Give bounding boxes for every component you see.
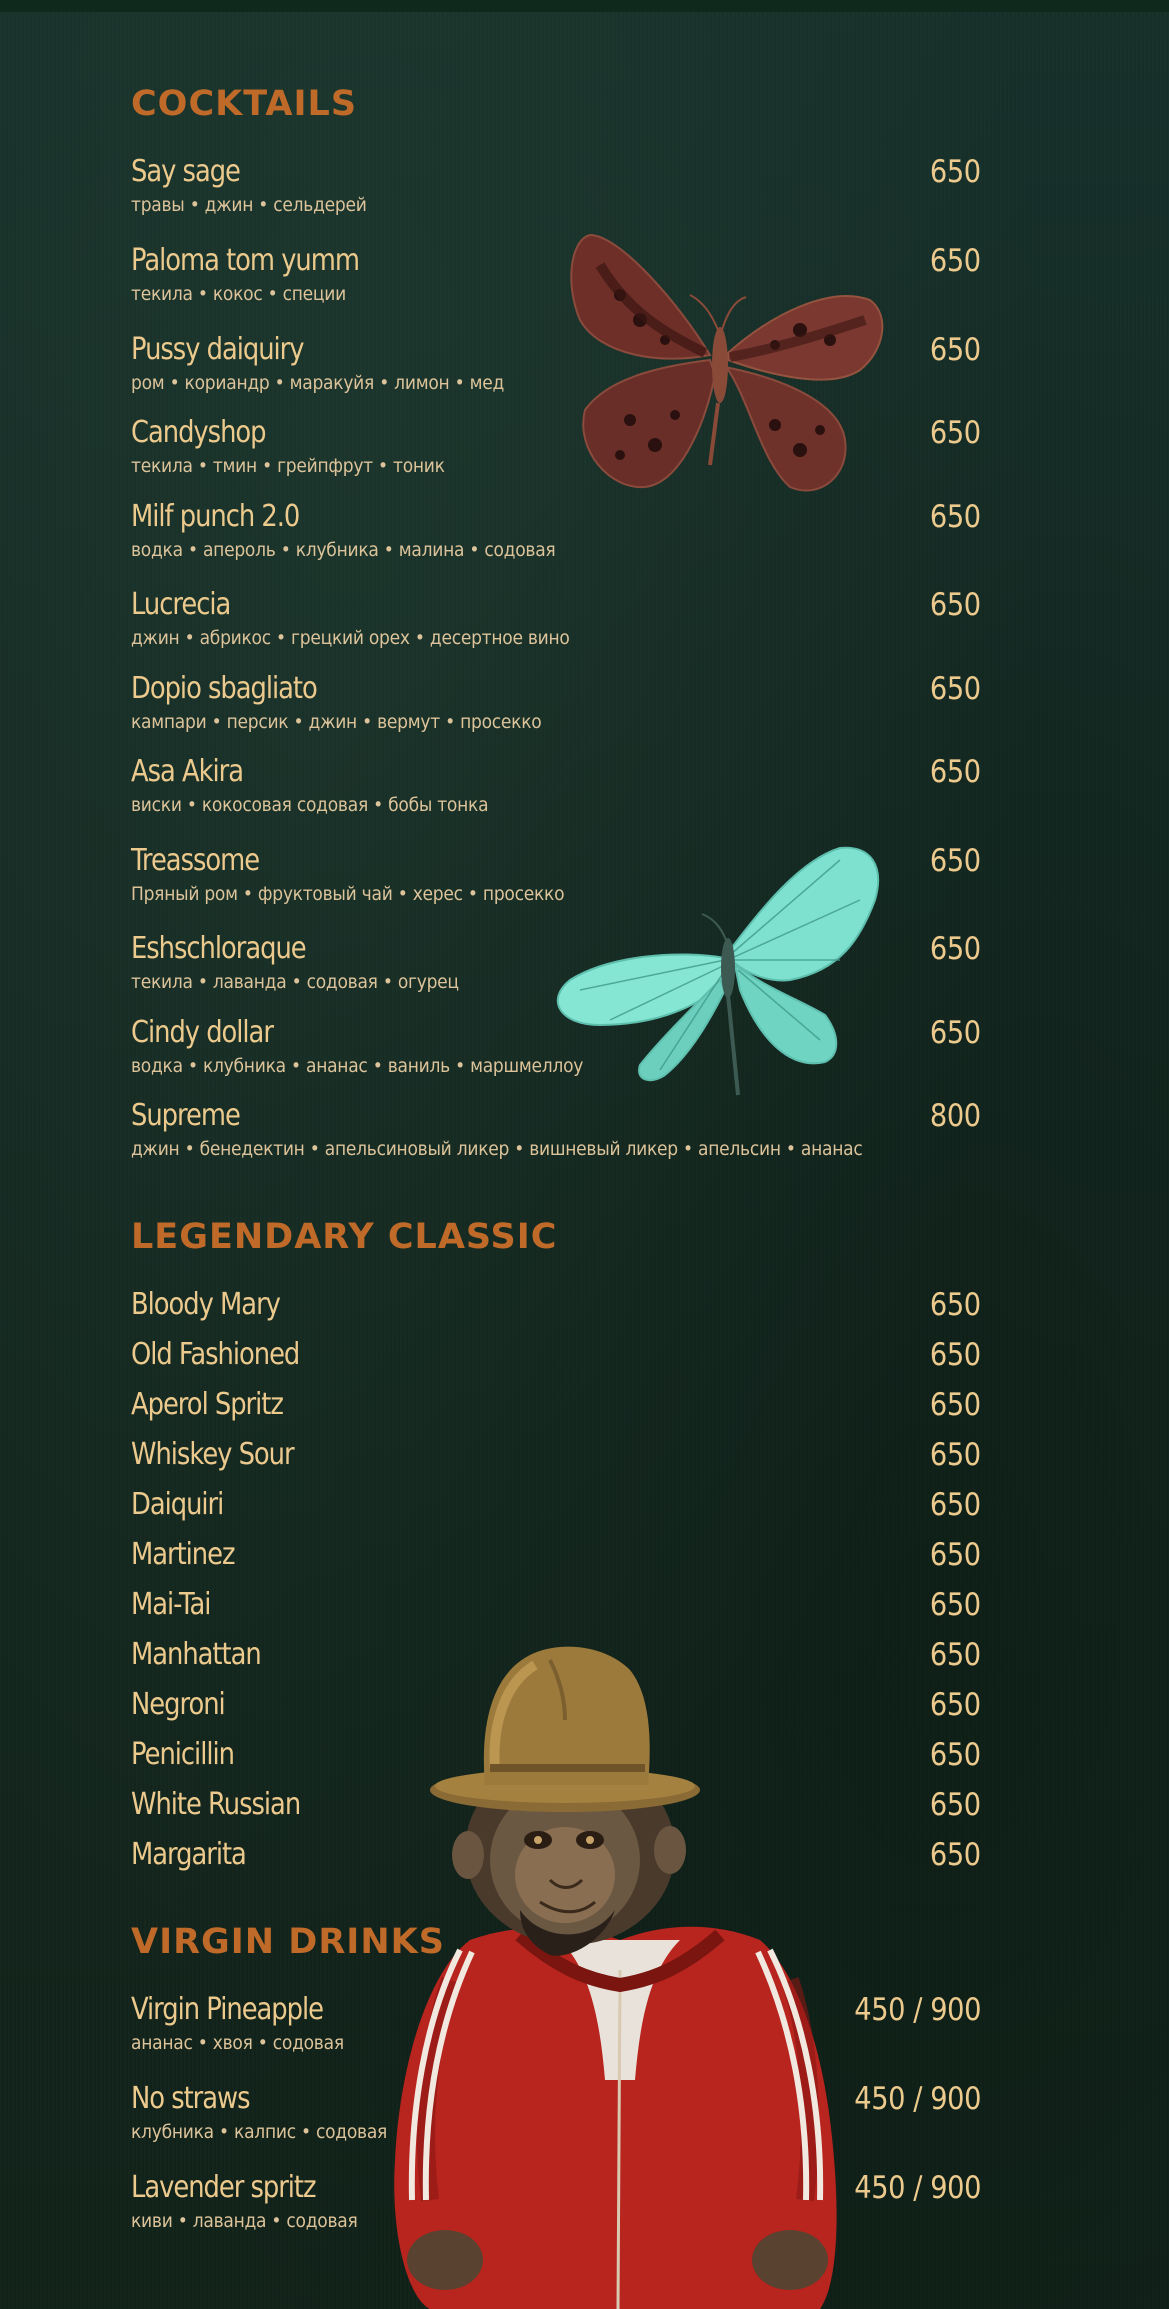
menu-item — [131, 499, 981, 569]
menu-item-name: Whiskey Sour — [131, 1437, 294, 1472]
menu-item-name: Margarita — [131, 1837, 246, 1872]
menu-item — [131, 1537, 981, 1581]
menu-item-name: Old Fashioned — [131, 1337, 300, 1372]
top-strip — [0, 0, 1169, 12]
menu-item-name: White Russian — [131, 1787, 301, 1822]
menu-item — [131, 671, 981, 741]
menu-item-name: Manhattan — [131, 1637, 261, 1672]
menu-item-description: ром • кориандр • маракуйя • лимон • мед — [131, 372, 505, 394]
menu-item-name: Pussy daiquiry — [131, 332, 304, 367]
menu-item-name: Candyshop — [131, 415, 266, 450]
menu-item — [131, 154, 981, 224]
menu-item-price: 650 — [930, 1587, 981, 1623]
menu-item-name: Aperol Spritz — [131, 1387, 283, 1422]
menu-item-price: 650 — [930, 1787, 981, 1823]
menu-item-name: Penicillin — [131, 1737, 234, 1772]
menu-item-price: 650 — [930, 671, 981, 707]
menu-item — [131, 332, 981, 402]
menu-item-description: киви • лаванда • содовая — [131, 2210, 358, 2232]
menu-item-price: 650 — [930, 243, 981, 279]
menu-item-price: 650 — [930, 1487, 981, 1523]
menu-item-price: 800 — [930, 1098, 981, 1134]
menu-item-name: Mai-Tai — [131, 1587, 211, 1622]
menu-item — [131, 1487, 981, 1531]
menu-item-price: 650 — [930, 1637, 981, 1673]
menu-item-name: Treassome — [131, 843, 260, 878]
menu-item-price: 450 / 900 — [854, 2170, 981, 2206]
menu-item-price: 650 — [930, 1337, 981, 1373]
menu-item-description: ананас • хвоя • содовая — [131, 2032, 344, 2054]
menu-item-price: 650 — [930, 1437, 981, 1473]
menu-item — [131, 1737, 981, 1781]
menu-item-name: Supreme — [131, 1098, 240, 1133]
menu-item-description: водка • клубника • ананас • ваниль • маршмеллоу — [131, 1055, 584, 1077]
menu-item — [131, 1687, 981, 1731]
menu-item-name: Dopio sbagliato — [131, 671, 317, 706]
menu-item-price: 650 — [930, 154, 981, 190]
menu-item-price: 650 — [930, 931, 981, 967]
menu-item-name: Virgin Pineapple — [131, 1992, 323, 2027]
menu-item-name: Negroni — [131, 1687, 225, 1722]
menu-item-description: текила • кокос • специи — [131, 283, 347, 305]
section-heading-cocktails: COCKTAILS — [131, 84, 358, 124]
menu-item-name: Daiquiri — [131, 1487, 224, 1522]
menu-item-price: 650 — [930, 1287, 981, 1323]
menu-item-price: 650 — [930, 415, 981, 451]
menu-item-description: кампари • персик • джин • вермут • просекко — [131, 711, 542, 733]
menu-item-name: Milf punch 2.0 — [131, 499, 300, 534]
menu-item — [131, 2170, 981, 2240]
menu-item-description: Пряный ром • фруктовый чай • херес • просекко — [131, 883, 565, 905]
menu-item — [131, 2081, 981, 2151]
menu-item-price: 650 — [930, 587, 981, 623]
menu-item-price: 650 — [930, 1387, 981, 1423]
menu-item — [131, 1015, 981, 1085]
menu-item-description: водка • апероль • клубника • малина • содовая — [131, 539, 556, 561]
menu-item-name: Lavender spritz — [131, 2170, 316, 2205]
menu-item — [131, 1837, 981, 1881]
menu-item-price: 650 — [930, 1015, 981, 1051]
menu-item-price: 650 — [930, 499, 981, 535]
menu-item-name: No straws — [131, 2081, 250, 2116]
menu-item-description: клубника • калпис • содовая — [131, 2121, 388, 2143]
menu-item-description: джин • бенедектин • апельсиновый ликер • вишневый ликер • апельсин • ананас — [131, 1138, 863, 1160]
menu-item-description: текила • лаванда • содовая • огурец — [131, 971, 459, 993]
menu-item-price: 650 — [930, 332, 981, 368]
menu-item — [131, 415, 981, 485]
menu-item — [131, 1637, 981, 1681]
menu-item-name: Paloma tom yumm — [131, 243, 359, 278]
menu-item-price: 650 — [930, 1687, 981, 1723]
menu-item-description: джин • абрикос • грецкий орех • десертное вино — [131, 627, 570, 649]
menu-item-price: 650 — [930, 1837, 981, 1873]
menu-item — [131, 587, 981, 657]
section-heading-legendary-classic: LEGENDARY CLASSIC — [131, 1217, 558, 1257]
menu-item-name: Say sage — [131, 154, 240, 189]
menu-item-price: 450 / 900 — [854, 1992, 981, 2028]
menu-item-name: Martinez — [131, 1537, 235, 1572]
menu-item-price: 450 / 900 — [854, 2081, 981, 2117]
menu-item-name: Asa Akira — [131, 754, 244, 789]
menu-item — [131, 1787, 981, 1831]
menu-item-price: 650 — [930, 1737, 981, 1773]
menu-item-price: 650 — [930, 1537, 981, 1573]
menu-item-name: Lucrecia — [131, 587, 231, 622]
menu-item — [131, 1337, 981, 1381]
section-heading-virgin-drinks: VIRGIN DRINKS — [131, 1922, 445, 1962]
menu-item-price: 650 — [930, 843, 981, 879]
menu-item — [131, 1992, 981, 2062]
menu-item-description: травы • джин • сельдерей — [131, 194, 367, 216]
menu-item — [131, 1287, 981, 1331]
menu-item — [131, 1587, 981, 1631]
menu-item — [131, 1437, 981, 1481]
menu-item — [131, 754, 981, 824]
menu-item — [131, 1098, 981, 1168]
menu-item-description: виски • кокосовая содовая • бобы тонка — [131, 794, 489, 816]
menu-item — [131, 931, 981, 1001]
menu-item — [131, 843, 981, 913]
menu-item — [131, 1387, 981, 1431]
menu-item-description: текила • тмин • грейпфрут • тоник — [131, 455, 445, 477]
menu-item — [131, 243, 981, 313]
menu-item-name: Cindy dollar — [131, 1015, 273, 1050]
menu-item-name: Bloody Mary — [131, 1287, 280, 1322]
menu-item-price: 650 — [930, 754, 981, 790]
menu-item-name: Eshschloraque — [131, 931, 306, 966]
